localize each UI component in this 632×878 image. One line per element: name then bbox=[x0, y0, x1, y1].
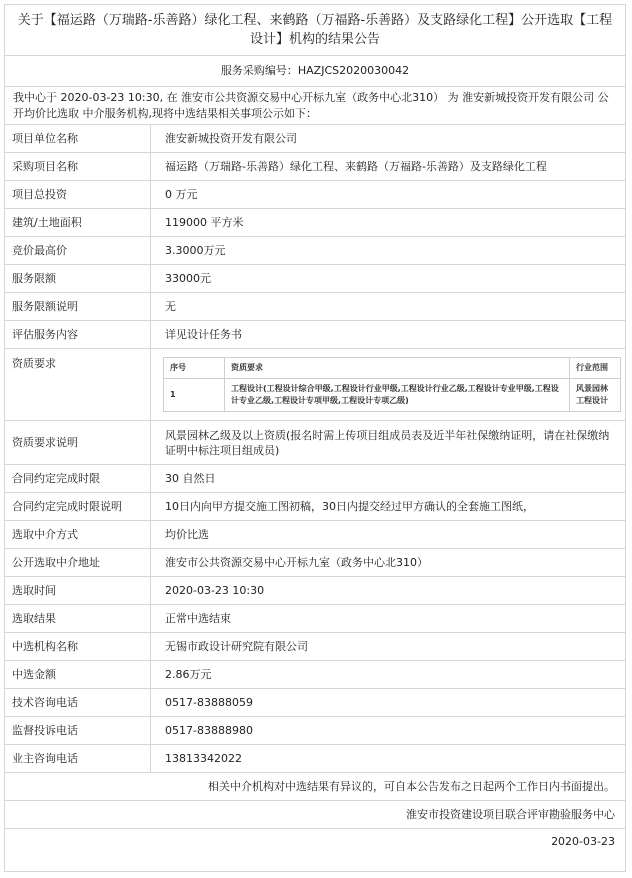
row-label: 竞价最高价 bbox=[5, 237, 151, 265]
row-value: 正常中选结束 bbox=[151, 605, 626, 633]
row-label: 服务限额 bbox=[5, 265, 151, 293]
row-label: 业主咨询电话 bbox=[5, 745, 151, 773]
qualification-requirement: 工程设计(工程设计综合甲级,工程设计行业甲级,工程设计行业乙级,工程设计专业甲级,工程设计专业乙级,工程设计专项甲级,工程设计专项乙级) bbox=[225, 379, 570, 412]
qualification-no: 1 bbox=[164, 379, 225, 412]
row-label: 中选机构名称 bbox=[5, 633, 151, 661]
row-label: 合同约定完成时限 bbox=[5, 465, 151, 493]
row-label: 选取中介方式 bbox=[5, 521, 151, 549]
row-value: 0517-83888059 bbox=[151, 689, 626, 717]
row-label: 资质要求 bbox=[5, 349, 151, 421]
row-value: 2020-03-23 10:30 bbox=[151, 577, 626, 605]
table-row bbox=[5, 293, 625, 321]
details-table bbox=[5, 125, 625, 773]
issuer-name: 淮安市投资建设项目联合评审勘验服务中心 bbox=[5, 801, 625, 829]
row-value: 均价比选 bbox=[151, 521, 626, 549]
row-value: 详见设计任务书 bbox=[151, 321, 626, 349]
table-row bbox=[5, 181, 625, 209]
row-value: 119000 平方米 bbox=[151, 209, 626, 237]
row-label: 资质要求说明 bbox=[5, 421, 151, 465]
service-code-label: 服务采购编号： bbox=[220, 64, 298, 77]
row-label: 监督投诉电话 bbox=[5, 717, 151, 745]
table-row bbox=[5, 465, 625, 493]
publish-date: 2020-03-23 bbox=[551, 835, 615, 848]
table-row bbox=[5, 689, 625, 717]
announcement-page bbox=[4, 4, 626, 872]
table-row bbox=[5, 125, 625, 153]
row-value: 30 自然日 bbox=[151, 465, 626, 493]
intro-text: 我中心于 2020-03-23 10:30, 在 淮安市公共资源交易中心开标九室（政务中心北310） 为 淮安新城投资开发有限公司 公开均价比选取 中介服务机构,现将中选结果相关事项公示如下： bbox=[5, 87, 625, 125]
row-value: 13813342022 bbox=[151, 745, 626, 773]
column-header: 资质要求 bbox=[225, 358, 570, 379]
table-row bbox=[5, 421, 625, 465]
row-label: 选取结果 bbox=[5, 605, 151, 633]
column-header: 行业范围 bbox=[570, 358, 621, 379]
qualification-data-row bbox=[164, 379, 621, 412]
table-row bbox=[5, 265, 625, 293]
row-value: 福运路（万瑞路-乐善路）绿化工程、来鹤路（万福路-乐善路）及支路绿化工程 bbox=[151, 153, 626, 181]
table-row bbox=[5, 633, 625, 661]
row-label: 服务限额说明 bbox=[5, 293, 151, 321]
row-label: 项目单位名称 bbox=[5, 125, 151, 153]
qualification-table bbox=[163, 357, 621, 412]
table-row bbox=[5, 493, 625, 521]
table-row bbox=[5, 605, 625, 633]
qualification-cell bbox=[151, 349, 626, 421]
row-value: 淮安市公共资源交易中心开标九室（政务中心北310） bbox=[151, 549, 626, 577]
row-value: 3.3000万元 bbox=[151, 237, 626, 265]
table-row bbox=[5, 745, 625, 773]
row-value: 10日内向甲方提交施工图初稿，30日内提交经过甲方确认的全套施工图纸， bbox=[151, 493, 626, 521]
service-code-line bbox=[5, 56, 625, 87]
row-value: 无锡市政设计研究院有限公司 bbox=[151, 633, 626, 661]
table-row bbox=[5, 549, 625, 577]
qualification-header-row bbox=[164, 358, 621, 379]
column-header: 序号 bbox=[164, 358, 225, 379]
table-row bbox=[5, 321, 625, 349]
table-row bbox=[5, 577, 625, 605]
row-value: 33000元 bbox=[151, 265, 626, 293]
row-label: 评估服务内容 bbox=[5, 321, 151, 349]
table-row bbox=[5, 661, 625, 689]
table-row bbox=[5, 153, 625, 181]
row-value: 0 万元 bbox=[151, 181, 626, 209]
row-value: 淮安新城投资开发有限公司 bbox=[151, 125, 626, 153]
qualification-scope: 风景园林工程设计 bbox=[570, 379, 621, 412]
table-row bbox=[5, 717, 625, 745]
qualification-row bbox=[5, 349, 625, 421]
page-title: 关于【福运路（万瑞路-乐善路）绿化工程、来鹤路（万福路-乐善路）及支路绿化工程】公开选取【工程设计】机构的结果公告 bbox=[5, 5, 625, 56]
row-label: 选取时间 bbox=[5, 577, 151, 605]
row-label: 项目总投资 bbox=[5, 181, 151, 209]
row-value: 风景园林乙级及以上资质(报名时需上传项目组成员表及近半年社保缴纳证明，请在社保缴纳证明中标注项目组成员) bbox=[151, 421, 626, 465]
row-label: 合同约定完成时限说明 bbox=[5, 493, 151, 521]
row-label: 中选金额 bbox=[5, 661, 151, 689]
service-code: HAZJCS2020030042 bbox=[297, 64, 410, 77]
row-value: 2.86万元 bbox=[151, 661, 626, 689]
row-label: 公开选取中介地址 bbox=[5, 549, 151, 577]
table-row bbox=[5, 237, 625, 265]
row-label: 技术咨询电话 bbox=[5, 689, 151, 717]
row-label: 采购项目名称 bbox=[5, 153, 151, 181]
table-row bbox=[5, 209, 625, 237]
row-value: 0517-83888980 bbox=[151, 717, 626, 745]
row-label: 建筑/土地面积 bbox=[5, 209, 151, 237]
table-row bbox=[5, 521, 625, 549]
row-value: 无 bbox=[151, 293, 626, 321]
objection-notice: 相关中介机构对中选结果有异议的，可自本公告发布之日起两个工作日内书面提出。 bbox=[5, 773, 625, 801]
